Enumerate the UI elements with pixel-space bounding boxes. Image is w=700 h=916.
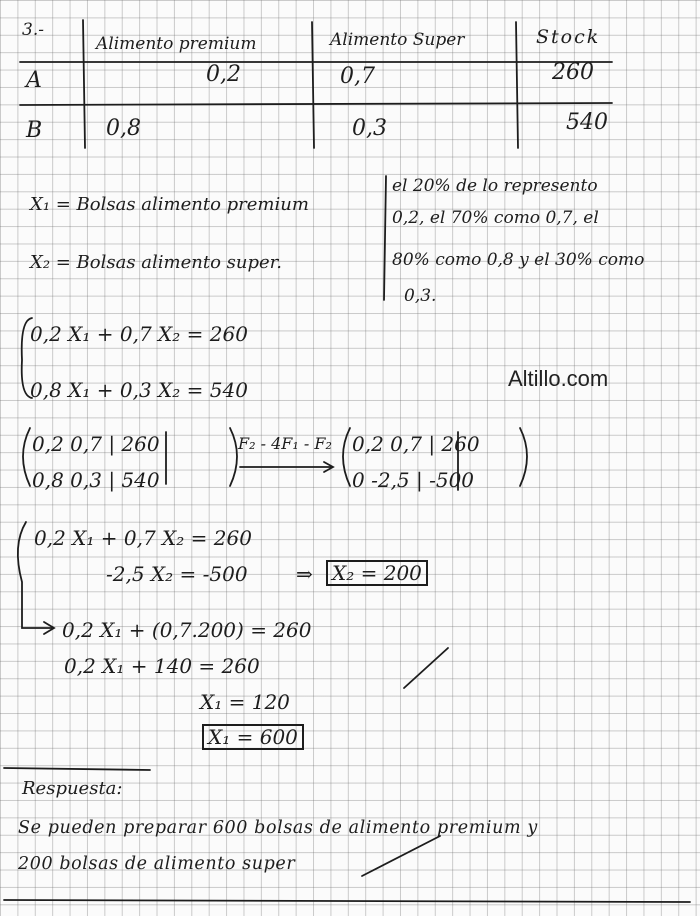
solving-line5: X₁ = 120 [200, 690, 290, 714]
row-a-label: A [26, 68, 42, 93]
note-line-3: 80% como 0,8 y el 30% como [392, 250, 645, 270]
row-b-stock: 540 [566, 110, 608, 135]
system-eq2: 0,8 X₁ + 0,3 X₂ = 540 [30, 378, 248, 402]
note-line-4: 0,3. [404, 286, 437, 306]
variable-x2: X₂ = Bolsas alimento super. [30, 252, 283, 273]
variable-x1: X₁ = Bolsas alimento premium [30, 194, 309, 215]
note-line-1: el 20% de lo represento [392, 176, 598, 196]
x1-result: X₁ = 600 [202, 724, 304, 750]
answer-line2: 200 bolsas de alimento super [18, 854, 296, 874]
row-b-premium: 0,8 [106, 116, 141, 141]
row-operation: F₂ - 4F₁ - F₂ [238, 434, 332, 453]
answer-title: Respuesta: [22, 778, 123, 799]
row-a-super: 0,7 [340, 64, 375, 89]
matrix-right-row1: 0,2 0,7 | 260 [352, 432, 480, 456]
problem-number: 3.- [22, 20, 44, 40]
system-eq1: 0,2 X₁ + 0,7 X₂ = 260 [30, 322, 248, 346]
row-b-super: 0,3 [352, 116, 387, 141]
solving-line2: -2,5 X₂ = -500 [106, 562, 248, 586]
note-line-2: 0,2, el 70% como 0,7, el [392, 208, 599, 228]
solving-line3: 0,2 X₁ + (0,7.200) = 260 [62, 618, 312, 642]
row-a-premium: 0,2 [206, 62, 241, 87]
matrix-left-row2: 0,8 0,3 | 540 [32, 468, 160, 492]
matrix-right-row2: 0 -2,5 | -500 [352, 468, 475, 492]
solving-line4: 0,2 X₁ + 140 = 260 [64, 654, 260, 678]
answer-line1: Se pueden preparar 600 bolsas de alimento premium y [18, 818, 538, 838]
solving-line1: 0,2 X₁ + 0,7 X₂ = 260 [34, 526, 252, 550]
header-premium: Alimento premium [96, 34, 257, 54]
implies-arrow: ⇒ [296, 562, 313, 586]
header-super: Alimento Super [330, 30, 465, 50]
row-b-label: B [26, 118, 43, 143]
header-stock: Stock [536, 26, 601, 48]
matrix-left-row1: 0,2 0,7 | 260 [32, 432, 160, 456]
watermark: Altillo.com [508, 366, 609, 391]
row-a-stock: 260 [552, 60, 594, 85]
x2-result: X₂ = 200 [326, 560, 428, 586]
